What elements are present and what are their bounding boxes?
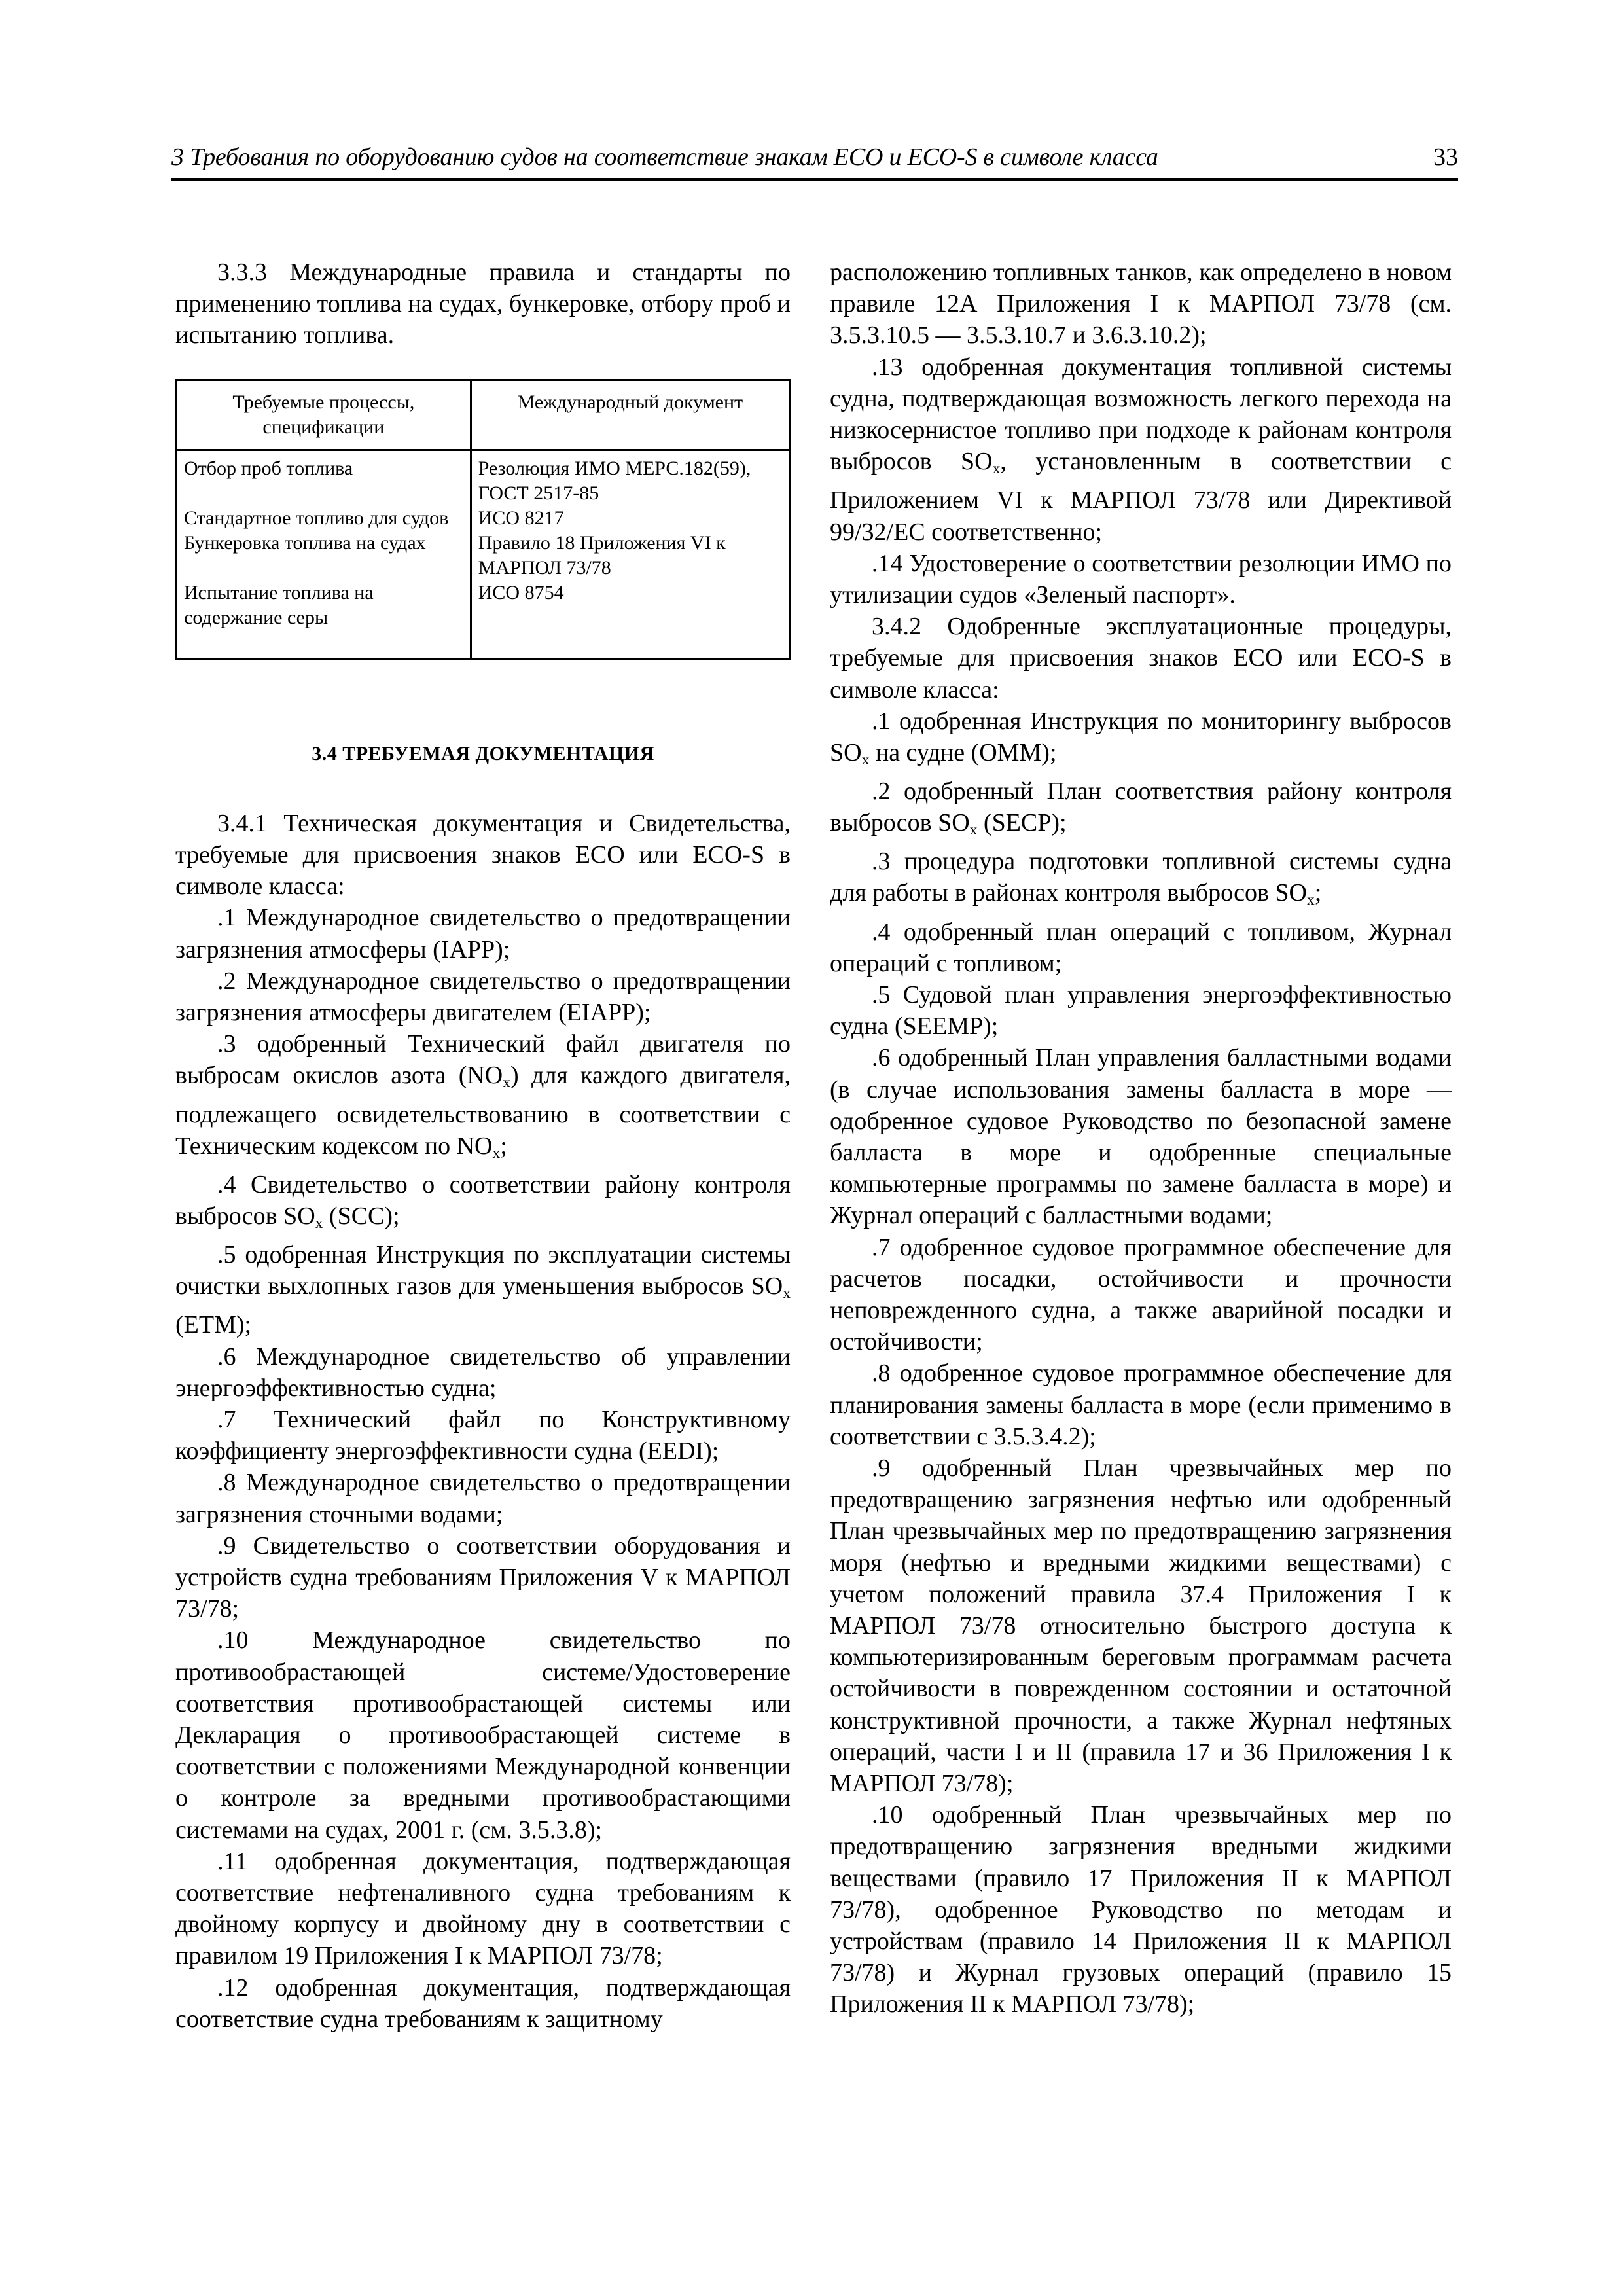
page-number: 33 <box>1433 143 1458 171</box>
list-item: .2 одобренный План соответствия району контроля выбросов $SO_x$ (SECP); <box>830 778 1452 839</box>
list-item: .4 Свидетельство о соответствии району контроля выбросов $SO_x$ (SCC); <box>175 1170 791 1232</box>
list-item: .6 одобренный План управления балластными водами (в случае использования замены балласта в море — одобренное судовое Руководство по безопасной замене балласта в море и одобренные специальные компьютерные программы по замене балласта в море) и Журнал операций с балластными водами; <box>830 1044 1452 1230</box>
section-heading: 3.4 ТРЕБУЕМАЯ ДОКУМЕНТАЦИЯ <box>312 742 654 764</box>
process-item: Отбор проб топлива <box>184 457 353 479</box>
table-header-document: Международный документ <box>471 380 789 450</box>
list-item: .4 одобренный план операций с топливом, Журнал операций с топливом; <box>830 918 1452 977</box>
list-item: .13 одобренная документация топливной системы судна, подтверждающая возможность легкого перехода на низкосернистое топливо при подходе к районам контроля выбросов $SO_x$, установленным в соответствии с Приложением VI к МАРПОЛ 73/78 или Директивой 99/32/ЕС соответственно; <box>830 353 1452 546</box>
list-item: .14 Удостоверение о соответствии резолюции ИМО по утилизации судов «Зеленый паспорт». <box>830 549 1452 609</box>
list-item: .7 одобренное судовое программное обеспечение для расчетов посадки, остойчивости и прочности неповрежденного судна, а также аварийной посадки и остойчивости; <box>830 1233 1452 1356</box>
table-cell-documents <box>471 450 789 658</box>
list-item: .9 Свидетельство о соответствии оборудования и устройств судна требованиям Приложения V к МАРПОЛ 73/78; <box>175 1532 791 1623</box>
paragraph-3-4-1: 3.4.1 Техническая документация и Свидетельства, требуемые для присвоения знаков ECO или ECO-S в символе класса: <box>175 809 791 901</box>
process-item: Испытание топлива на содержание серы <box>184 581 374 628</box>
document-item: Правило 18 Приложения VI к МАРПОЛ 73/78 <box>478 531 726 579</box>
requirements-table <box>175 379 791 660</box>
list-item: .10 Международное свидетельство по противообрастающей системе/Удостоверение соответствия противообрастающей системы или Декларация о противообрастающей системе в соответствии с положениями Международной конвенции о контроле за вредными противообрастающими системами на судах, 2001 г. (см. 3.5.3.8); <box>175 1626 791 1844</box>
list-item: .6 Международное свидетельство об управлении энергоэффективностью судна; <box>175 1342 791 1402</box>
document-item: ИСО 8754 <box>478 581 564 603</box>
list-item: .2 Международное свидетельство о предотвращении загрязнения атмосферы двигателем (EIAPP); <box>175 967 791 1027</box>
paragraph-3-4-2: 3.4.2 Одобренные эксплуатационные процедуры, требуемые для присвоения знаков ECO или ECO-S в символе класса: <box>830 613 1452 704</box>
process-item: Бункеровка топлива на судах <box>184 531 426 554</box>
table-header-processes: Требуемые процессы, спецификации <box>177 380 471 450</box>
left-column <box>175 257 791 2035</box>
list-item: .8 Международное свидетельство о предотвращении загрязнения сточными водами; <box>175 1469 791 1528</box>
running-title: 3 Требования по оборудованию судов на соответствие знакам ECO и ECO-S в символе класса <box>171 143 1158 171</box>
list-item: .11 одобренная документация, подтверждающая соответствие нефтеналивного судна требованиям к двойному корпусу и двойному дну в соответствии с правилом 19 Приложения I к МАРПОЛ 73/78; <box>175 1847 791 1970</box>
list-item: .8 одобренное судовое программное обеспечение для планирования замены балласта в море (если применимо в соответствии с 3.5.3.4.2); <box>830 1359 1452 1450</box>
process-item: Стандартное топливо для судов <box>184 507 449 529</box>
paragraph-3-3-3: 3.3.3 Международные правила и стандарты по применению топлива на судах, бункеровке, отбору проб и испытанию топлива. <box>175 259 791 350</box>
list-item: .10 одобренный План чрезвычайных мер по предотвращению загрязнения вредными жидкими веществами (правило 17 Приложения II к МАРПОЛ 73/78), одобренное Руководство по методам и устройствам (правило 14 Приложения II к МАРПОЛ 73/78) и Журнал грузовых операций (правило 15 Приложения II к МАРПОЛ 73/78); <box>830 1801 1452 2018</box>
right-column <box>830 257 1452 2020</box>
list-item: .5 Судовой план управления энергоэффективностью судна (SEEMP); <box>830 980 1452 1041</box>
continued-paragraph: расположению топливных танков, как определено в новом правиле 12А Приложения I к МАРПОЛ 73/78 (см. 3.5.3.10.5 — 3.5.3.10.7 и 3.6.3.10.2); <box>830 259 1452 350</box>
list-item: .7 Технический файл по Конструктивному коэффициенту энергоэффективности судна (EEDI); <box>175 1405 791 1465</box>
table-cell-processes <box>177 450 471 658</box>
list-item: .9 одобренный План чрезвычайных мер по предотвращению загрязнения нефтью или одобренный План чрезвычайных мер по предотвращению загрязнения моря (нефтью и вредными жидкими веществами) с учетом положений правила 37.4 Приложения I к МАРПОЛ 73/78 относительно быстрого доступа к компьютеризированным береговым программам расчета остойчивости в поврежденном состоянии и остаточной конструктивной прочности, а также Журнал нефтяных операций, части I и II (правила 17 и 36 Приложения I к МАРПОЛ 73/78); <box>830 1454 1452 1798</box>
document-item: ИСО 8217 <box>478 507 564 529</box>
list-item: .5 одобренная Инструкция по эксплуатации системы очистки выхлопных газов для уменьшения выбросов $SO_x$ (ETM); <box>175 1241 791 1339</box>
list-item: .12 одобренная документация, подтверждающая соответствие судна требованиям к защитному <box>175 1973 791 2033</box>
document-item: Резолюция ИМО МЕРС.182(59), ГОСТ 2517-85 <box>478 457 751 504</box>
running-header <box>171 143 1458 181</box>
list-item: .1 одобренная Инструкция по мониторингу выбросов $SO_x$ на судне (ОММ); <box>830 707 1452 768</box>
list-item: .3 одобренный Технический файл двигателя по выбросам окислов азота $(NO_x)$ для каждого двигателя, подлежащего освидетельствованию в соответствии с Техническим кодексом по $NO_x$; <box>175 1030 791 1162</box>
list-item: .1 Международное свидетельство о предотвращении загрязнения атмосферы (IAPP); <box>175 904 791 963</box>
list-item: .3 процедура подготовки топливной системы судна для работы в районах контроля выбросов $SO_x$; <box>830 848 1452 909</box>
